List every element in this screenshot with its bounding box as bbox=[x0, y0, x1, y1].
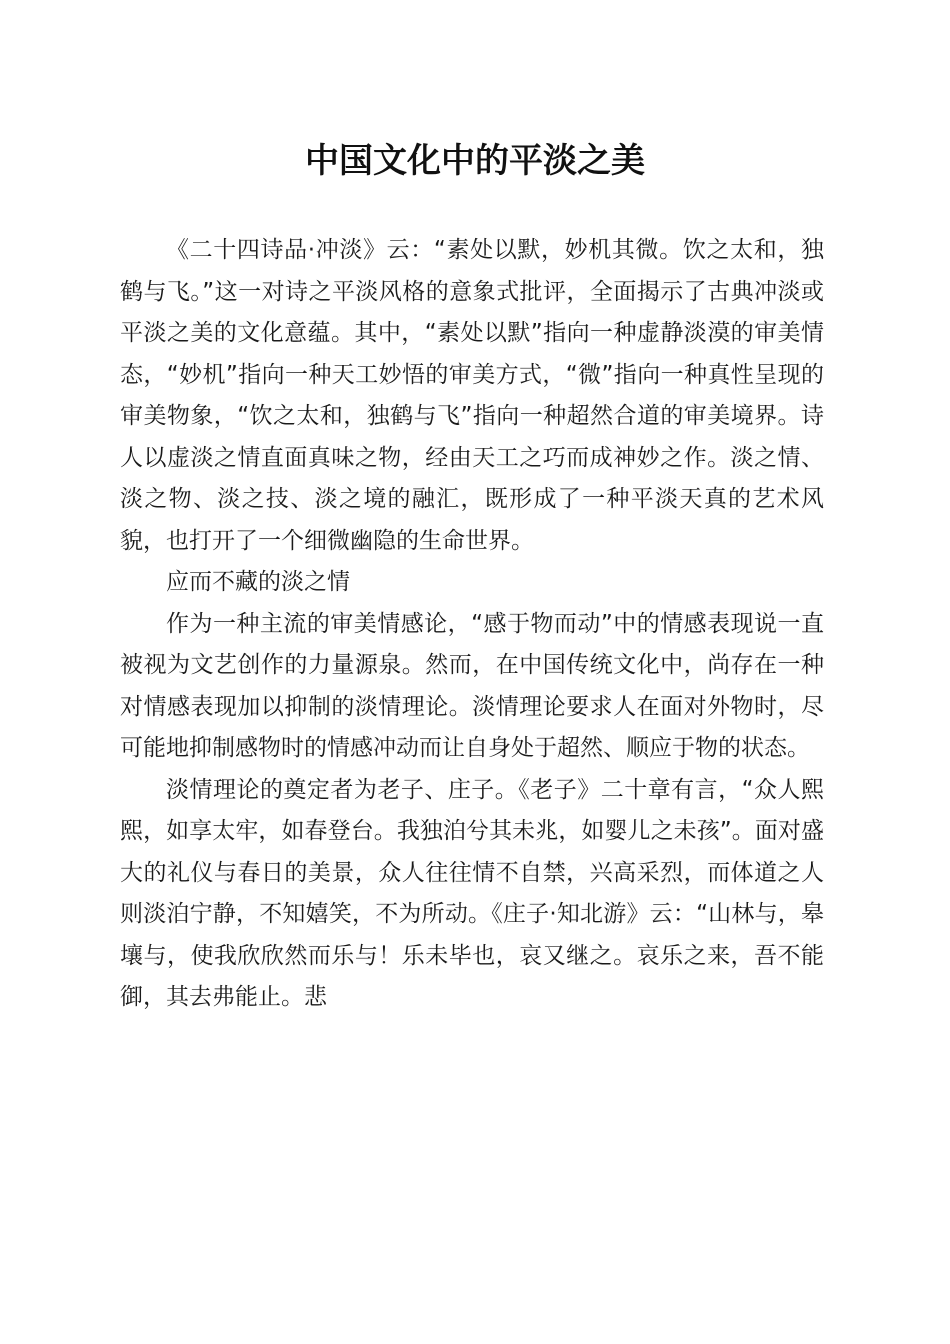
section-heading: 应而不藏的淡之情 bbox=[166, 569, 350, 595]
page-title: 中国文化中的平淡之美 bbox=[305, 141, 645, 181]
article-body bbox=[120, 230, 824, 1019]
paragraph-intro: 《二十四诗品·冲淡》云：“素处以默，妙机其微。饮之太和，独鹤与飞。”这一对诗之平淡风格的意象式批评，全面揭示了古典冲淡或平淡之美的文化意蕴。其中，“素处以默”指向一种虚静淡漠的审美情态，“妙机”指向一种天工妙悟的审美方式，“微”指向一种真性呈现的审美物象，“饮之太和，独鹤与飞”指向一种超然合道的审美境界。诗人以虚淡之情直面真味之物，经由天工之巧而成神妙之作。淡之情、淡之物、淡之技、淡之境的融汇，既形成了一种平淡天真的艺术风貌，也打开了一个细微幽隐的生命世界。 bbox=[120, 237, 824, 554]
paragraph-laozi-zhuangzi: 淡情理论的奠定者为老子、庄子。《老子》二十章有言，“众人熙熙，如享太牢，如春登台。我独泊兮其未兆，如婴儿之未孩”。面对盛大的礼仪与春日的美景，众人往往情不自禁，兴高采烈，而体道之人则淡泊宁静，不知嬉笑，不为所动。《庄子·知北游》云：“山林与，皋壤与，使我欣欣然而乐与！乐未毕也，哀又继之。哀乐之来，吾不能御，其去弗能止。悲 bbox=[120, 776, 824, 1010]
paragraph-emotion-theory: 作为一种主流的审美情感论，“感于物而动”中的情感表现说一直被视为文艺创作的力量源泉。然而，在中国传统文化中，尚存在一种对情感表现加以抑制的淡情理论。淡情理论要求人在面对外物时，尽可能地抑制感物时的情感冲动而让自身处于超然、顺应于物的状态。 bbox=[120, 610, 824, 761]
